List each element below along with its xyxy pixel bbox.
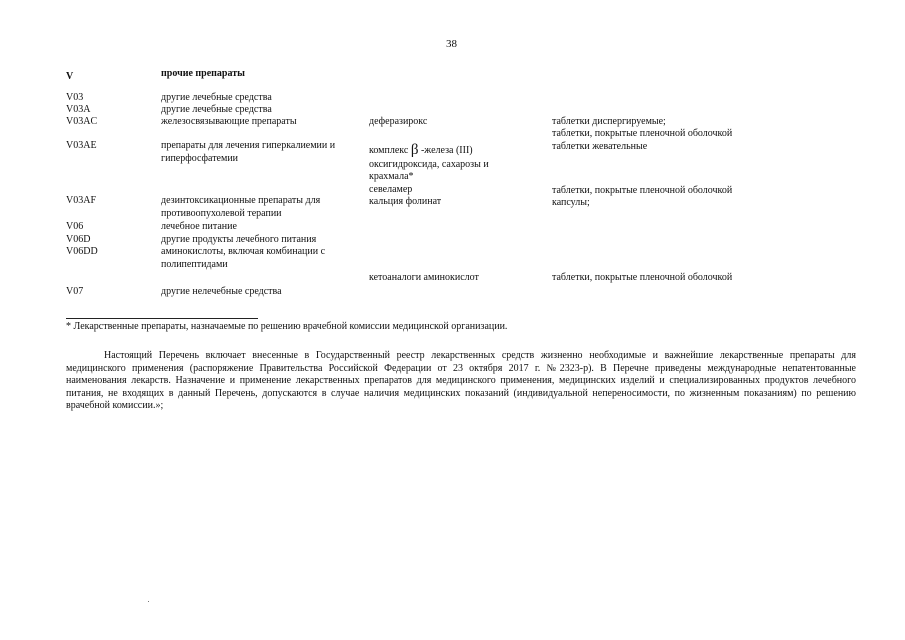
beta-symbol: β <box>410 142 419 158</box>
atc-group-name: прочие препараты <box>161 68 245 79</box>
atc-code: V03AF <box>66 195 97 206</box>
drug-name: кетоаналоги аминокислот <box>369 272 479 283</box>
atc-name: препараты для лечения гиперкалиемии и гиперфосфатемии <box>161 140 336 164</box>
footnote-divider <box>66 318 258 319</box>
footnote: * Лекарственные препараты, назначаемые по решению врачебной комиссии медицинской организации. <box>66 321 508 332</box>
atc-name: другие нелечебные средства <box>161 286 282 297</box>
drug-name: деферазирокс <box>369 116 428 127</box>
drug-name <box>369 142 473 158</box>
atc-code: V07 <box>66 286 84 297</box>
atc-code: V03AC <box>66 116 98 127</box>
atc-code: V06D <box>66 234 91 245</box>
drug-name: севеламер <box>369 184 413 195</box>
atc-code: V06DD <box>66 246 98 257</box>
dosage-form: таблетки диспергируемые; <box>552 116 666 127</box>
atc-name: аминокислоты, включая комбинации с полипептидами <box>161 246 326 270</box>
page-number: 38 <box>446 38 457 50</box>
atc-group-code: V <box>66 71 74 82</box>
dosage-form: капсулы; <box>552 197 590 208</box>
atc-name: дезинтоксикационные препараты для противоопухолевой терапии <box>161 195 321 219</box>
atc-code: V03 <box>66 92 84 103</box>
drug-name-line: оксигидроксида, сахарозы и <box>369 159 489 170</box>
atc-name: другие лечебные средства <box>161 92 272 103</box>
dosage-form: таблетки, покрытые пленочной оболочкой <box>552 272 733 283</box>
drug-name-prefix: комплекс <box>369 145 409 156</box>
drug-name-rest: -железа (III) <box>420 145 473 156</box>
closing-paragraph: Настоящий Перечень включает внесенные в Государственный реестр лекарственных средств жизненно необходимые и важнейшие лекарственные препараты для медицинского применения (распоряжение Правительства Российской Федерации от 23 октября 2017 г. №2323-р). В Перечне приведены международные непатентованные наименования лекарств. Назначение и применение лекарственных препаратов для медицинского применения, медицинских изделий и специализированных продуктов лечебного питания, не входящих в данный Перечень, допускаются в случае наличия медицинских показаний (индивидуальной непереносимости, по жизненным показаниям) по решению врачебной комиссии.»; <box>66 350 856 412</box>
dosage-form: таблетки, покрытые пленочной оболочкой <box>552 128 733 139</box>
dosage-form: таблетки, покрытые пленочной оболочкой <box>552 185 733 196</box>
atc-code: V03AE <box>66 140 97 151</box>
atc-code: V06 <box>66 221 84 232</box>
drug-name: кальция фолинат <box>369 196 442 207</box>
dosage-form: таблетки жевательные <box>552 141 648 152</box>
atc-name: железосвязывающие препараты <box>161 116 297 127</box>
atc-code: V03A <box>66 104 91 115</box>
atc-name: лечебное питание <box>161 221 237 232</box>
drug-name-line: крахмала* <box>369 171 414 182</box>
scan-speck <box>148 601 149 602</box>
atc-name: другие продукты лечебного питания <box>161 234 317 245</box>
atc-name: другие лечебные средства <box>161 104 272 115</box>
